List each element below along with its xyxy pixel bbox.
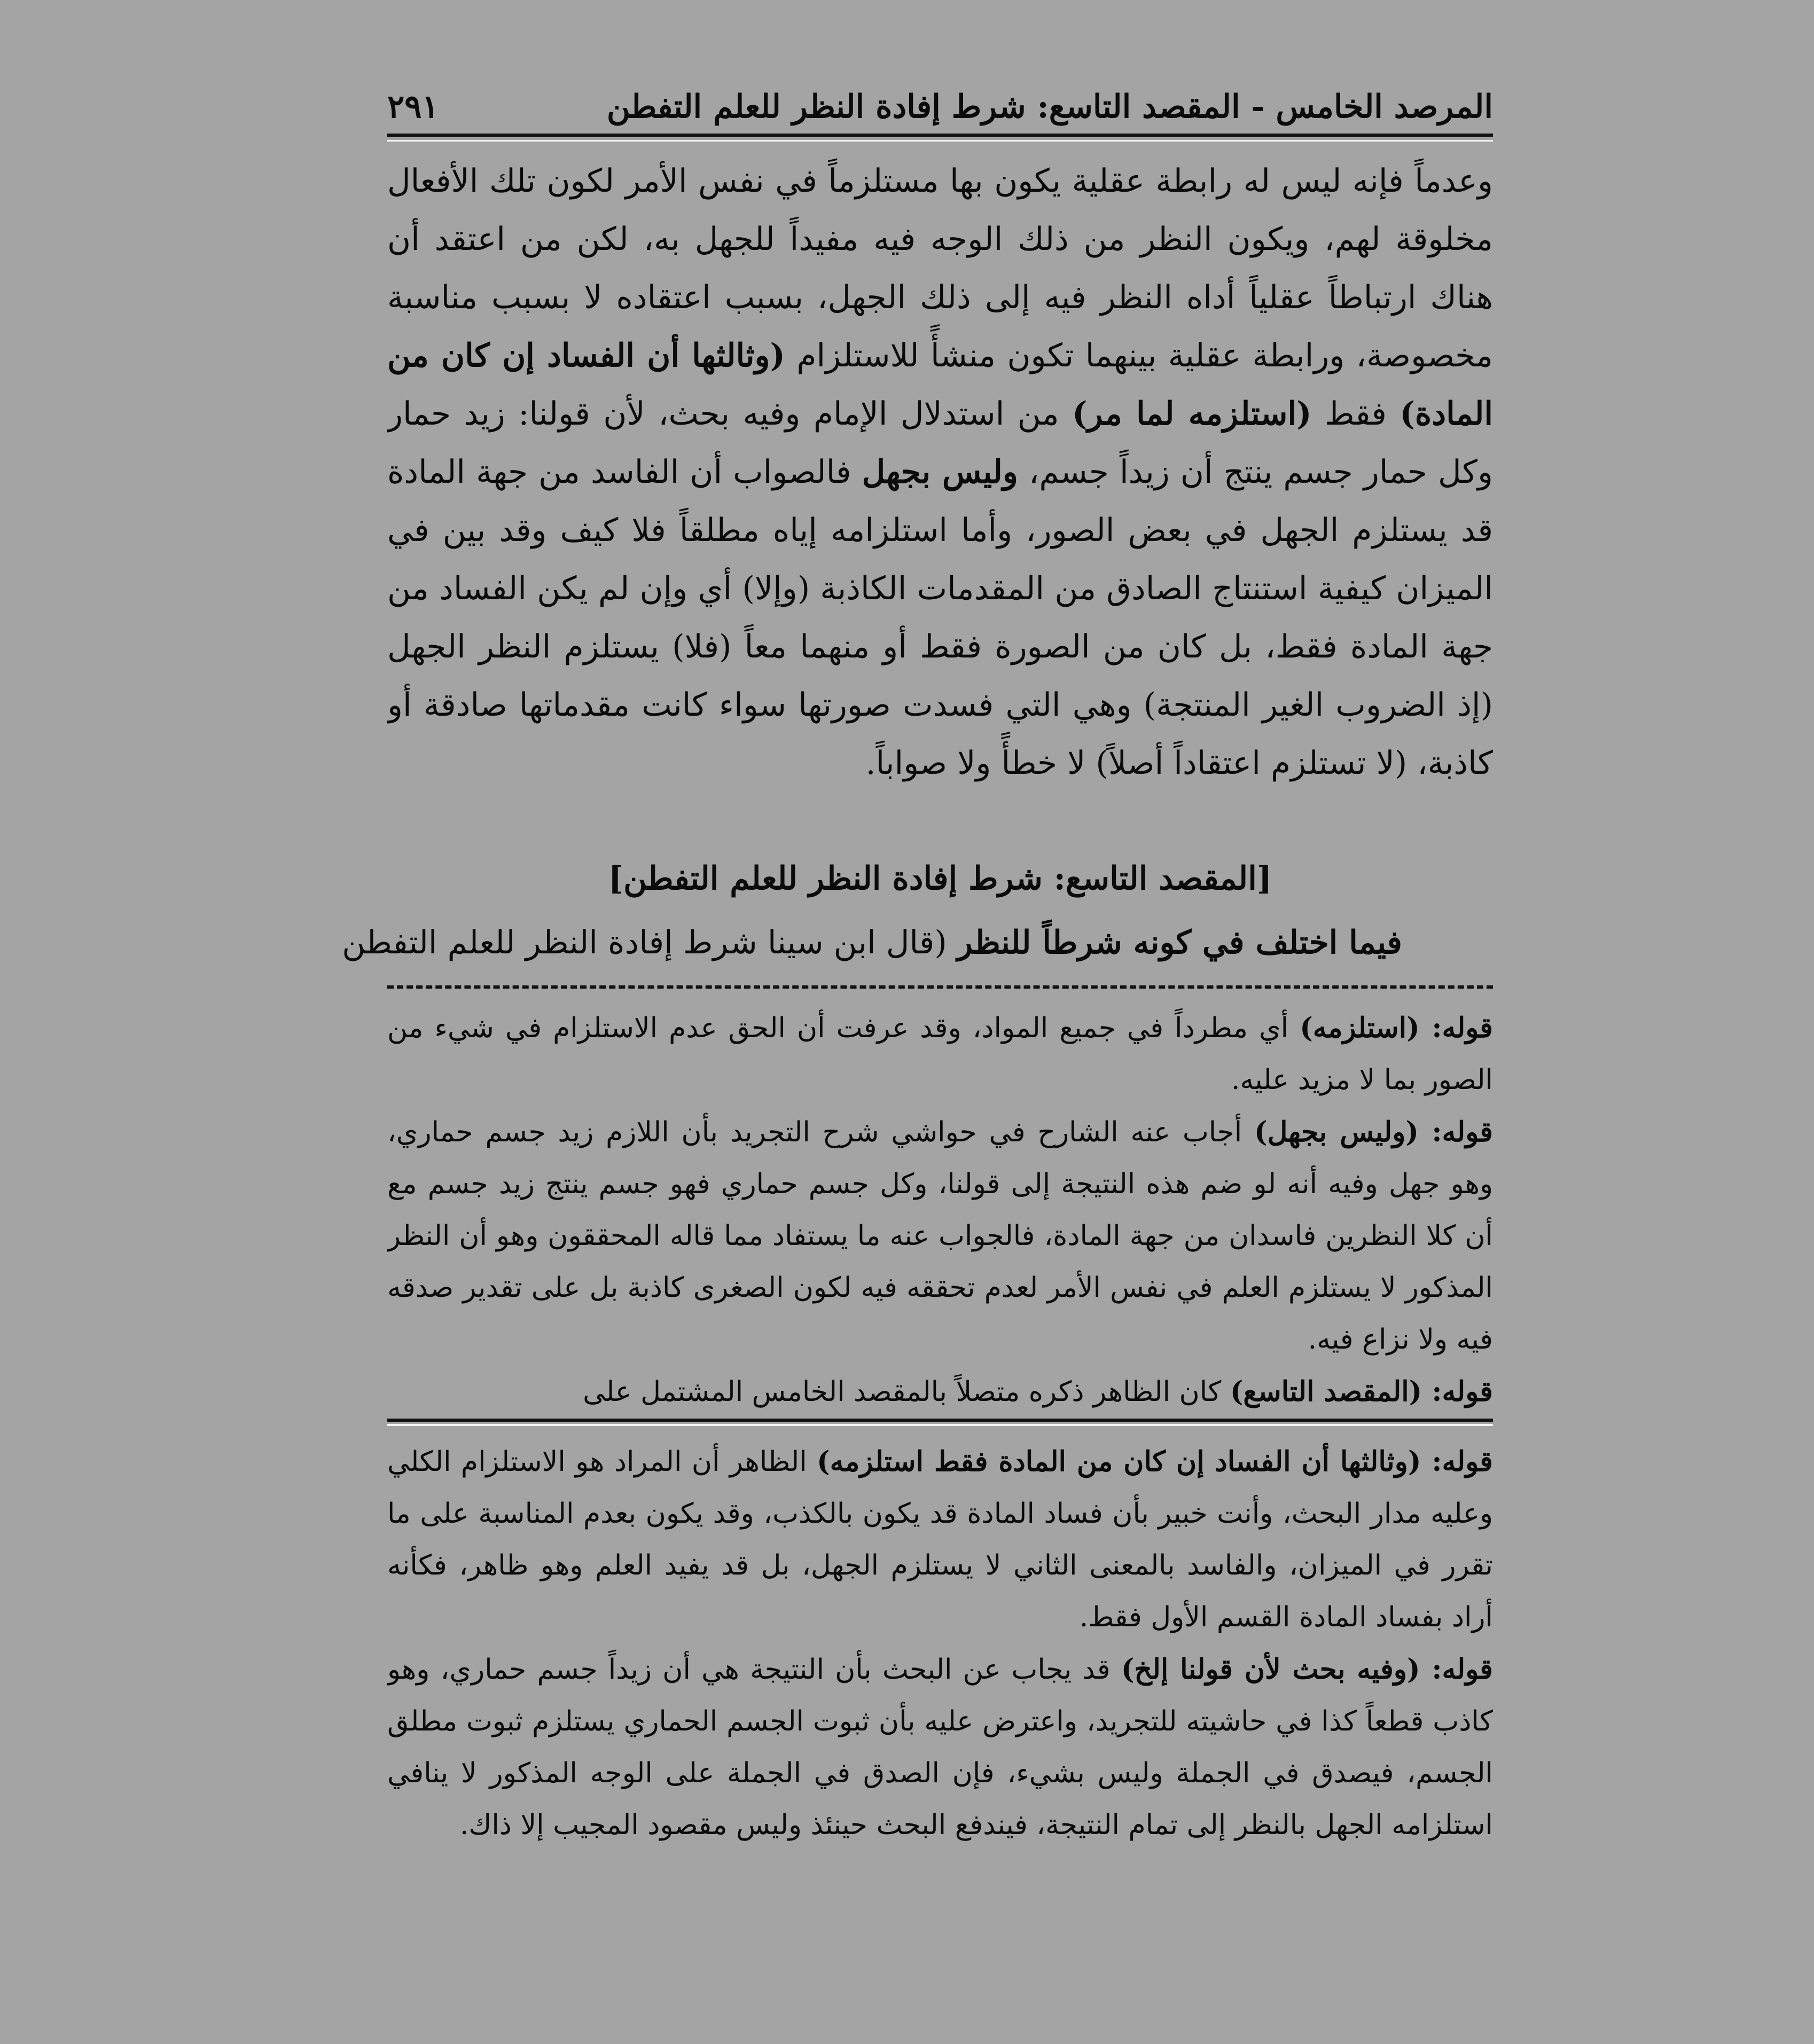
running-title: المرصد الخامس - المقصد التاسع: شرط إفادة النظر للعلم التفطن [606,88,1493,126]
footnote-head: قوله: (وثالثها أن الفساد إن كان من المادة فقط استلزمه) [817,1445,1493,1478]
footnote-head: قوله: (وفيه بحث لأن قولنا إلخ) [1121,1653,1493,1686]
footnotes-upper [387,1002,1493,1419]
footnote-text: كان الظاهر ذكره متصلاً بالمقصد الخامس المشتمل على [583,1376,1230,1408]
footnote-head: قوله: (وليس بجهل) [1254,1116,1493,1148]
footnote-text: قد يجاب عن البحث بأن النتيجة هي أن زيداً جسم حماري، وهو كاذب قطعاً كذا في حاشيته للتجريد، واعترض عليه بأن ثبوت الجسم الحماري يستلزم ثبوت مطلق الجسم، فيصدق في الجملة وليس بشيء، فإن الصدق في الجملة على الوجه المذكور لا ينافي استلزامه الجهل بالنظر إلى تمام النتيجة، فيندفع البحث حينئذ وليس مقصود المجيب إلا ذاك. [387,1654,1493,1841]
main-bold-segment: (وثالثها أن الفساد إن كان من المادة) [387,337,1493,433]
footnote-rule [387,1419,1493,1426]
header-rule [387,134,1493,142]
footnote-head: قوله: (المقصد التاسع) [1230,1375,1493,1408]
main-text [387,152,1493,847]
main-text-segment: فالصواب أن الفاسد من جهة المادة قد يستلزم الجهل في بعض الصور، وأما استلزامه إياه مطلقاً فلا كيف وقد بين في الميزان كيفية استنتاج الصادق من المقدمات الكاذبة (وإلا) أي وإن لم يكن الفساد من جهة المادة فقط، بل كان من الصورة فقط أو منهما معاً (فلا) يستلزم النظر الجهل (إذ الضروب الغير المنتجة) وهي التي فسدت صورتها سواء كانت مقدماتها صادقة أو كاذبة، (لا تستلزم اعتقاداً أصلاً) لا خطأً ولا صواباً. [387,453,1493,782]
main-paragraph [387,152,1493,793]
main-text-segment: وعدماً فإنه ليس له رابطة عقلية يكون بها مستلزماً في نفس الأمر لكون تلك الأفعال مخلوقة لهم، ويكون النظر من ذلك الوجه فيه مفيداً للجهل به، لكن من اعتقد أن هناك ارتباطاً عقلياً أداه النظر فيه إلى ذلك الجهل، بسبب اعتقاده لا بسبب مناسبة مخصوصة، ورابطة عقلية بينهما تكون منشأً للاستلزام [387,162,1493,374]
main-bold-segment: (استلزمه لما مر) [1072,395,1312,433]
footnote-text: أجاب عنه الشارح في حواشي شرح التجريد بأن اللازم زيد جسم حماري، وهو جهل وفيه أنه لو ضم هذه النتيجة إلى قولنا، وكل جسم حماري فهو جسم ينتج زيد جسم مع أن كلا النظرين فاسدان من جهة المادة، فالجواب عنه ما يستفاد مما قاله المحققون وهو أن النظر المذكور لا يستلزم العلم في نفس الأمر لعدم تحققه فيه لكون الصغرى كاذبة بل على تقدير صدقه فيه ولا نزاع فيه. [387,1116,1493,1356]
subtitle-text: (قال ابن سينا شرط إفادة النظر للعلم التفطن [342,924,957,961]
footnote [387,1002,1493,1106]
main-text-segment: من استدلال الإمام وفيه بحث، لأن قولنا: زيد حمار وكل حمار جسم ينتج أن زيداً جسم، [387,395,1493,491]
footnotes-lower [387,1436,1493,1916]
section-subtitle [342,911,1493,975]
dashed-separator [387,985,1493,989]
section-title: [المقصد التاسع: شرط إفادة النظر للعلم التفطن] [608,860,1272,897]
page-header [387,80,1493,134]
footnote-text: أي مطرداً في جميع المواد، وقد عرفت أن الحق عدم الاستلزام في شيء من الصور بما لا مزيد عليه. [387,1012,1493,1096]
page-number: ٢٩١ [387,88,439,126]
footnote-head: قوله: (استلزمه) [1300,1012,1493,1044]
book-page [342,80,1493,1916]
footnote [387,1106,1493,1366]
main-bold-segment: وليس بجهل [862,453,1018,491]
footnote-text: الظاهر أن المراد هو الاستلزام الكلي وعليه مدار البحث، وأنت خبير بأن فساد المادة قد يكون بالكذب، وقد يكون بعدم المناسبة على ما تقرر في الميزان، والفاسد بالمعنى الثاني لا يستلزم الجهل، بل قد يفيد العلم وهو ظاهر، فكأنه أراد بفساد المادة القسم الأول فقط. [387,1446,1493,1633]
main-text-segment: فقط [1311,395,1400,433]
footnote [387,1436,1493,1643]
footnote [387,1366,1493,1418]
footnote [387,1643,1493,1851]
subtitle-bold: فيما اختلف في كونه شرطاً للنظر [957,924,1402,961]
